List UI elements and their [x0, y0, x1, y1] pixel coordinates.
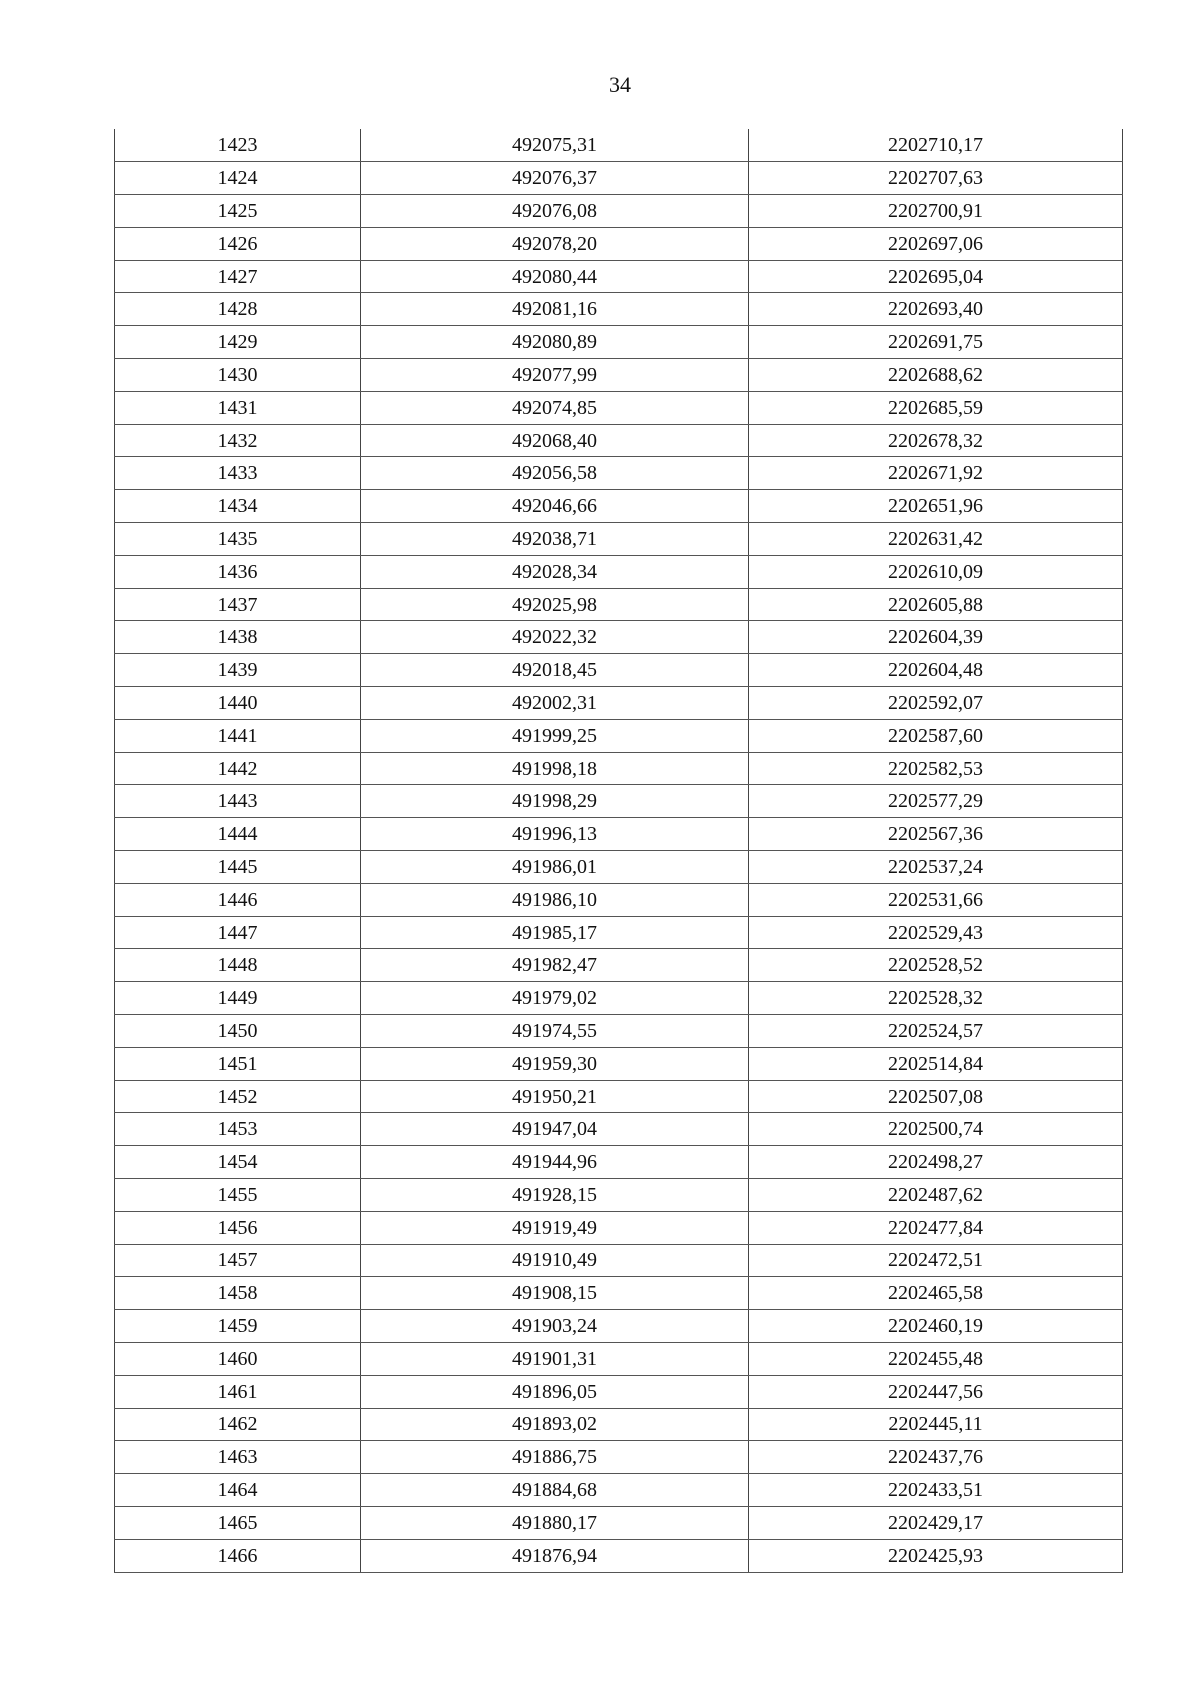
x-coordinate-cell: 492028,34 — [361, 555, 749, 588]
table-row — [115, 1506, 1123, 1539]
y-coordinate-cell: 2202707,63 — [749, 162, 1123, 195]
x-coordinate-cell: 492075,31 — [361, 129, 749, 162]
table-row — [115, 1408, 1123, 1441]
x-coordinate-cell: 491950,21 — [361, 1080, 749, 1113]
x-coordinate-cell: 492038,71 — [361, 523, 749, 556]
coordinates-table-body — [115, 129, 1123, 1572]
y-coordinate-cell: 2202460,19 — [749, 1310, 1123, 1343]
y-coordinate-cell: 2202651,96 — [749, 490, 1123, 523]
coordinates-table — [114, 129, 1123, 1573]
x-coordinate-cell: 492022,32 — [361, 621, 749, 654]
y-coordinate-cell: 2202610,09 — [749, 555, 1123, 588]
y-coordinate-cell: 2202514,84 — [749, 1047, 1123, 1080]
y-coordinate-cell: 2202429,17 — [749, 1506, 1123, 1539]
x-coordinate-cell: 491886,75 — [361, 1441, 749, 1474]
y-coordinate-cell: 2202528,52 — [749, 949, 1123, 982]
point-number-cell: 1452 — [115, 1080, 361, 1113]
x-coordinate-cell: 492077,99 — [361, 359, 749, 392]
y-coordinate-cell: 2202537,24 — [749, 851, 1123, 884]
x-coordinate-cell: 491996,13 — [361, 818, 749, 851]
x-coordinate-cell: 491919,49 — [361, 1211, 749, 1244]
point-number-cell: 1461 — [115, 1375, 361, 1408]
y-coordinate-cell: 2202671,92 — [749, 457, 1123, 490]
x-coordinate-cell: 492080,89 — [361, 326, 749, 359]
point-number-cell: 1447 — [115, 916, 361, 949]
point-number-cell: 1460 — [115, 1342, 361, 1375]
x-coordinate-cell: 492018,45 — [361, 654, 749, 687]
x-coordinate-cell: 491986,10 — [361, 883, 749, 916]
x-coordinate-cell: 491986,01 — [361, 851, 749, 884]
x-coordinate-cell: 491876,94 — [361, 1539, 749, 1572]
x-coordinate-cell: 491896,05 — [361, 1375, 749, 1408]
point-number-cell: 1425 — [115, 195, 361, 228]
x-coordinate-cell: 492068,40 — [361, 424, 749, 457]
table-row — [115, 1441, 1123, 1474]
table-row — [115, 457, 1123, 490]
y-coordinate-cell: 2202455,48 — [749, 1342, 1123, 1375]
point-number-cell: 1450 — [115, 1015, 361, 1048]
table-row — [115, 1080, 1123, 1113]
table-row — [115, 555, 1123, 588]
x-coordinate-cell: 491893,02 — [361, 1408, 749, 1441]
point-number-cell: 1427 — [115, 260, 361, 293]
table-row — [115, 752, 1123, 785]
point-number-cell: 1441 — [115, 719, 361, 752]
table-row — [115, 1113, 1123, 1146]
table-row — [115, 1015, 1123, 1048]
point-number-cell: 1457 — [115, 1244, 361, 1277]
point-number-cell: 1446 — [115, 883, 361, 916]
y-coordinate-cell: 2202472,51 — [749, 1244, 1123, 1277]
x-coordinate-cell: 491998,18 — [361, 752, 749, 785]
table-row — [115, 523, 1123, 556]
table-row — [115, 1211, 1123, 1244]
point-number-cell: 1424 — [115, 162, 361, 195]
x-coordinate-cell: 491999,25 — [361, 719, 749, 752]
table-row — [115, 359, 1123, 392]
x-coordinate-cell: 492046,66 — [361, 490, 749, 523]
y-coordinate-cell: 2202710,17 — [749, 129, 1123, 162]
x-coordinate-cell: 491985,17 — [361, 916, 749, 949]
y-coordinate-cell: 2202465,58 — [749, 1277, 1123, 1310]
y-coordinate-cell: 2202529,43 — [749, 916, 1123, 949]
y-coordinate-cell: 2202685,59 — [749, 391, 1123, 424]
table-row — [115, 588, 1123, 621]
table-row — [115, 162, 1123, 195]
y-coordinate-cell: 2202487,62 — [749, 1179, 1123, 1212]
point-number-cell: 1429 — [115, 326, 361, 359]
point-number-cell: 1453 — [115, 1113, 361, 1146]
x-coordinate-cell: 492074,85 — [361, 391, 749, 424]
y-coordinate-cell: 2202531,66 — [749, 883, 1123, 916]
y-coordinate-cell: 2202445,11 — [749, 1408, 1123, 1441]
y-coordinate-cell: 2202631,42 — [749, 523, 1123, 556]
y-coordinate-cell: 2202604,48 — [749, 654, 1123, 687]
x-coordinate-cell: 491998,29 — [361, 785, 749, 818]
table-row — [115, 1310, 1123, 1343]
y-coordinate-cell: 2202498,27 — [749, 1146, 1123, 1179]
point-number-cell: 1432 — [115, 424, 361, 457]
y-coordinate-cell: 2202528,32 — [749, 982, 1123, 1015]
y-coordinate-cell: 2202433,51 — [749, 1474, 1123, 1507]
point-number-cell: 1426 — [115, 227, 361, 260]
table-row — [115, 851, 1123, 884]
table-row — [115, 424, 1123, 457]
x-coordinate-cell: 491974,55 — [361, 1015, 749, 1048]
y-coordinate-cell: 2202447,56 — [749, 1375, 1123, 1408]
point-number-cell: 1443 — [115, 785, 361, 818]
y-coordinate-cell: 2202477,84 — [749, 1211, 1123, 1244]
table-row — [115, 391, 1123, 424]
x-coordinate-cell: 491910,49 — [361, 1244, 749, 1277]
y-coordinate-cell: 2202700,91 — [749, 195, 1123, 228]
table-row — [115, 195, 1123, 228]
table-row — [115, 129, 1123, 162]
y-coordinate-cell: 2202577,29 — [749, 785, 1123, 818]
point-number-cell: 1454 — [115, 1146, 361, 1179]
table-row — [115, 785, 1123, 818]
table-row — [115, 1179, 1123, 1212]
point-number-cell: 1448 — [115, 949, 361, 982]
point-number-cell: 1459 — [115, 1310, 361, 1343]
page-number: 34 — [609, 72, 631, 97]
table-row — [115, 227, 1123, 260]
point-number-cell: 1437 — [115, 588, 361, 621]
point-number-cell: 1462 — [115, 1408, 361, 1441]
point-number-cell: 1444 — [115, 818, 361, 851]
table-row — [115, 1277, 1123, 1310]
x-coordinate-cell: 491944,96 — [361, 1146, 749, 1179]
x-coordinate-cell: 492056,58 — [361, 457, 749, 490]
point-number-cell: 1435 — [115, 523, 361, 556]
table-row — [115, 1539, 1123, 1572]
table-row — [115, 654, 1123, 687]
table-row — [115, 949, 1123, 982]
x-coordinate-cell: 492081,16 — [361, 293, 749, 326]
x-coordinate-cell: 491903,24 — [361, 1310, 749, 1343]
y-coordinate-cell: 2202605,88 — [749, 588, 1123, 621]
point-number-cell: 1465 — [115, 1506, 361, 1539]
x-coordinate-cell: 492080,44 — [361, 260, 749, 293]
x-coordinate-cell: 491901,31 — [361, 1342, 749, 1375]
y-coordinate-cell: 2202524,57 — [749, 1015, 1123, 1048]
x-coordinate-cell: 492076,08 — [361, 195, 749, 228]
point-number-cell: 1449 — [115, 982, 361, 1015]
x-coordinate-cell: 491947,04 — [361, 1113, 749, 1146]
point-number-cell: 1423 — [115, 129, 361, 162]
y-coordinate-cell: 2202604,39 — [749, 621, 1123, 654]
table-row — [115, 293, 1123, 326]
point-number-cell: 1458 — [115, 1277, 361, 1310]
y-coordinate-cell: 2202507,08 — [749, 1080, 1123, 1113]
table-row — [115, 982, 1123, 1015]
x-coordinate-cell: 492002,31 — [361, 687, 749, 720]
x-coordinate-cell: 491982,47 — [361, 949, 749, 982]
point-number-cell: 1451 — [115, 1047, 361, 1080]
table-row — [115, 1342, 1123, 1375]
table-row — [115, 490, 1123, 523]
table-row — [115, 818, 1123, 851]
point-number-cell: 1445 — [115, 851, 361, 884]
y-coordinate-cell: 2202695,04 — [749, 260, 1123, 293]
y-coordinate-cell: 2202678,32 — [749, 424, 1123, 457]
table-row — [115, 1474, 1123, 1507]
table-row — [115, 687, 1123, 720]
point-number-cell: 1428 — [115, 293, 361, 326]
table-row — [115, 883, 1123, 916]
x-coordinate-cell: 491884,68 — [361, 1474, 749, 1507]
table-row — [115, 1244, 1123, 1277]
table-row — [115, 1146, 1123, 1179]
x-coordinate-cell: 491928,15 — [361, 1179, 749, 1212]
point-number-cell: 1456 — [115, 1211, 361, 1244]
y-coordinate-cell: 2202592,07 — [749, 687, 1123, 720]
point-number-cell: 1440 — [115, 687, 361, 720]
point-number-cell: 1436 — [115, 555, 361, 588]
y-coordinate-cell: 2202697,06 — [749, 227, 1123, 260]
point-number-cell: 1464 — [115, 1474, 361, 1507]
y-coordinate-cell: 2202500,74 — [749, 1113, 1123, 1146]
x-coordinate-cell: 492076,37 — [361, 162, 749, 195]
point-number-cell: 1434 — [115, 490, 361, 523]
y-coordinate-cell: 2202587,60 — [749, 719, 1123, 752]
y-coordinate-cell: 2202437,76 — [749, 1441, 1123, 1474]
x-coordinate-cell: 491979,02 — [361, 982, 749, 1015]
y-coordinate-cell: 2202567,36 — [749, 818, 1123, 851]
x-coordinate-cell: 492078,20 — [361, 227, 749, 260]
y-coordinate-cell: 2202693,40 — [749, 293, 1123, 326]
x-coordinate-cell: 491959,30 — [361, 1047, 749, 1080]
table-row — [115, 1047, 1123, 1080]
table-row — [115, 260, 1123, 293]
point-number-cell: 1439 — [115, 654, 361, 687]
table-row — [115, 326, 1123, 359]
y-coordinate-cell: 2202425,93 — [749, 1539, 1123, 1572]
point-number-cell: 1438 — [115, 621, 361, 654]
x-coordinate-cell: 492025,98 — [361, 588, 749, 621]
y-coordinate-cell: 2202691,75 — [749, 326, 1123, 359]
table-row — [115, 916, 1123, 949]
point-number-cell: 1431 — [115, 391, 361, 424]
table-row — [115, 719, 1123, 752]
table-row — [115, 1375, 1123, 1408]
table-row — [115, 621, 1123, 654]
point-number-cell: 1463 — [115, 1441, 361, 1474]
point-number-cell: 1466 — [115, 1539, 361, 1572]
y-coordinate-cell: 2202582,53 — [749, 752, 1123, 785]
x-coordinate-cell: 491908,15 — [361, 1277, 749, 1310]
point-number-cell: 1455 — [115, 1179, 361, 1212]
point-number-cell: 1433 — [115, 457, 361, 490]
y-coordinate-cell: 2202688,62 — [749, 359, 1123, 392]
point-number-cell: 1430 — [115, 359, 361, 392]
point-number-cell: 1442 — [115, 752, 361, 785]
x-coordinate-cell: 491880,17 — [361, 1506, 749, 1539]
